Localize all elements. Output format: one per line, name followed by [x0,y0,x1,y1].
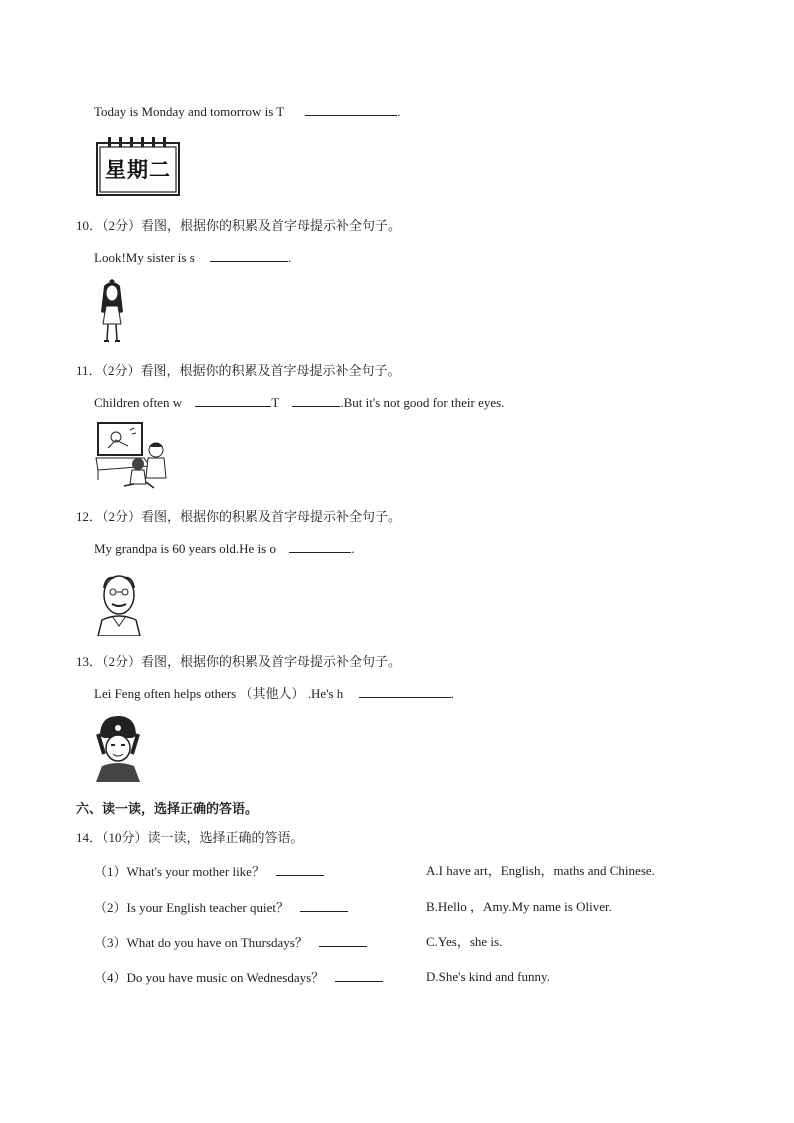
q14-heading: 14．（10分）读一读，选择正确的答语。 [76,830,304,845]
q14-question-2 [94,899,348,916]
q10-sentence-end: . [288,250,292,265]
q9-answer-blank[interactable] [305,103,397,116]
q11-sentence-text: Children often w [94,395,183,410]
q14-question-2-text: （2）Is your English teacher quiet？ [94,900,289,915]
lei-feng-picture [94,714,142,782]
q13-sentence [94,685,454,702]
q12-answer-blank[interactable] [289,540,351,553]
q10-sentence [94,249,291,266]
q11-sentence-letter: T [271,395,280,410]
q10-answer-blank[interactable] [210,249,288,262]
q14-answer-blank-2[interactable] [300,899,348,912]
q11-sentence-end: .But it's not good for their eyes. [340,395,505,410]
calendar-text: 星期二 [105,158,171,182]
q12-sentence-end: . [351,541,355,556]
q9-sentence-end: . [397,104,401,119]
q13-sentence-text: Lei Feng often helps others （其他人） .He's h [94,686,344,701]
q14-question-1 [94,863,324,880]
calendar-picture [94,136,182,198]
q10-sentence-text: Look!My sister is s [94,250,195,265]
q14-question-4 [94,969,383,986]
q9-sentence-text: Today is Monday and tomorrow is T [94,104,284,119]
children-watching-tv-picture [94,420,172,492]
q12-heading: 12．（2分）看图，根据你的积累及首字母提示补全句子。 [76,509,402,524]
q14-option-b: B.Hello ，Amy.My name is Oliver. [426,899,612,914]
q11-heading: 11．（2分）看图，根据你的积累及首字母提示补全句子。 [76,363,401,378]
q11-answer-blank-1[interactable] [195,394,271,407]
q14-question-3 [94,934,367,951]
q14-question-4-text: （4）Do you have music on Wednesdays？ [94,970,325,985]
section-6-title: 六、读一读，选择正确的答语。 [76,802,259,817]
q13-answer-blank[interactable] [359,685,451,698]
q14-question-1-text: （1）What's your mother like？ [94,864,265,879]
q12-sentence-text: My grandpa is 60 years old.He is o [94,541,276,556]
q11-answer-blank-2[interactable] [292,394,340,407]
q14-option-d: D.She's kind and funny. [426,969,550,984]
girl-singing-picture [92,278,132,346]
grandpa-picture [94,570,144,636]
q12-sentence [94,540,354,557]
q10-heading: 10．（2分）看图，根据你的积累及首字母提示补全句子。 [76,218,402,233]
q13-heading: 13．（2分）看图，根据你的积累及首字母提示补全句子。 [76,654,402,669]
q11-sentence [94,394,504,411]
q9-sentence [94,103,401,120]
q14-question-3-text: （3）What do you have on Thursdays？ [94,935,308,950]
q14-option-c: C.Yes，she is. [426,934,503,949]
q13-sentence-end: . [450,686,454,701]
q14-option-a: A.I have art，English，maths and Chinese. [426,863,655,878]
q14-answer-blank-3[interactable] [319,934,367,947]
q14-answer-blank-1[interactable] [276,863,324,876]
q14-answer-blank-4[interactable] [335,969,383,982]
